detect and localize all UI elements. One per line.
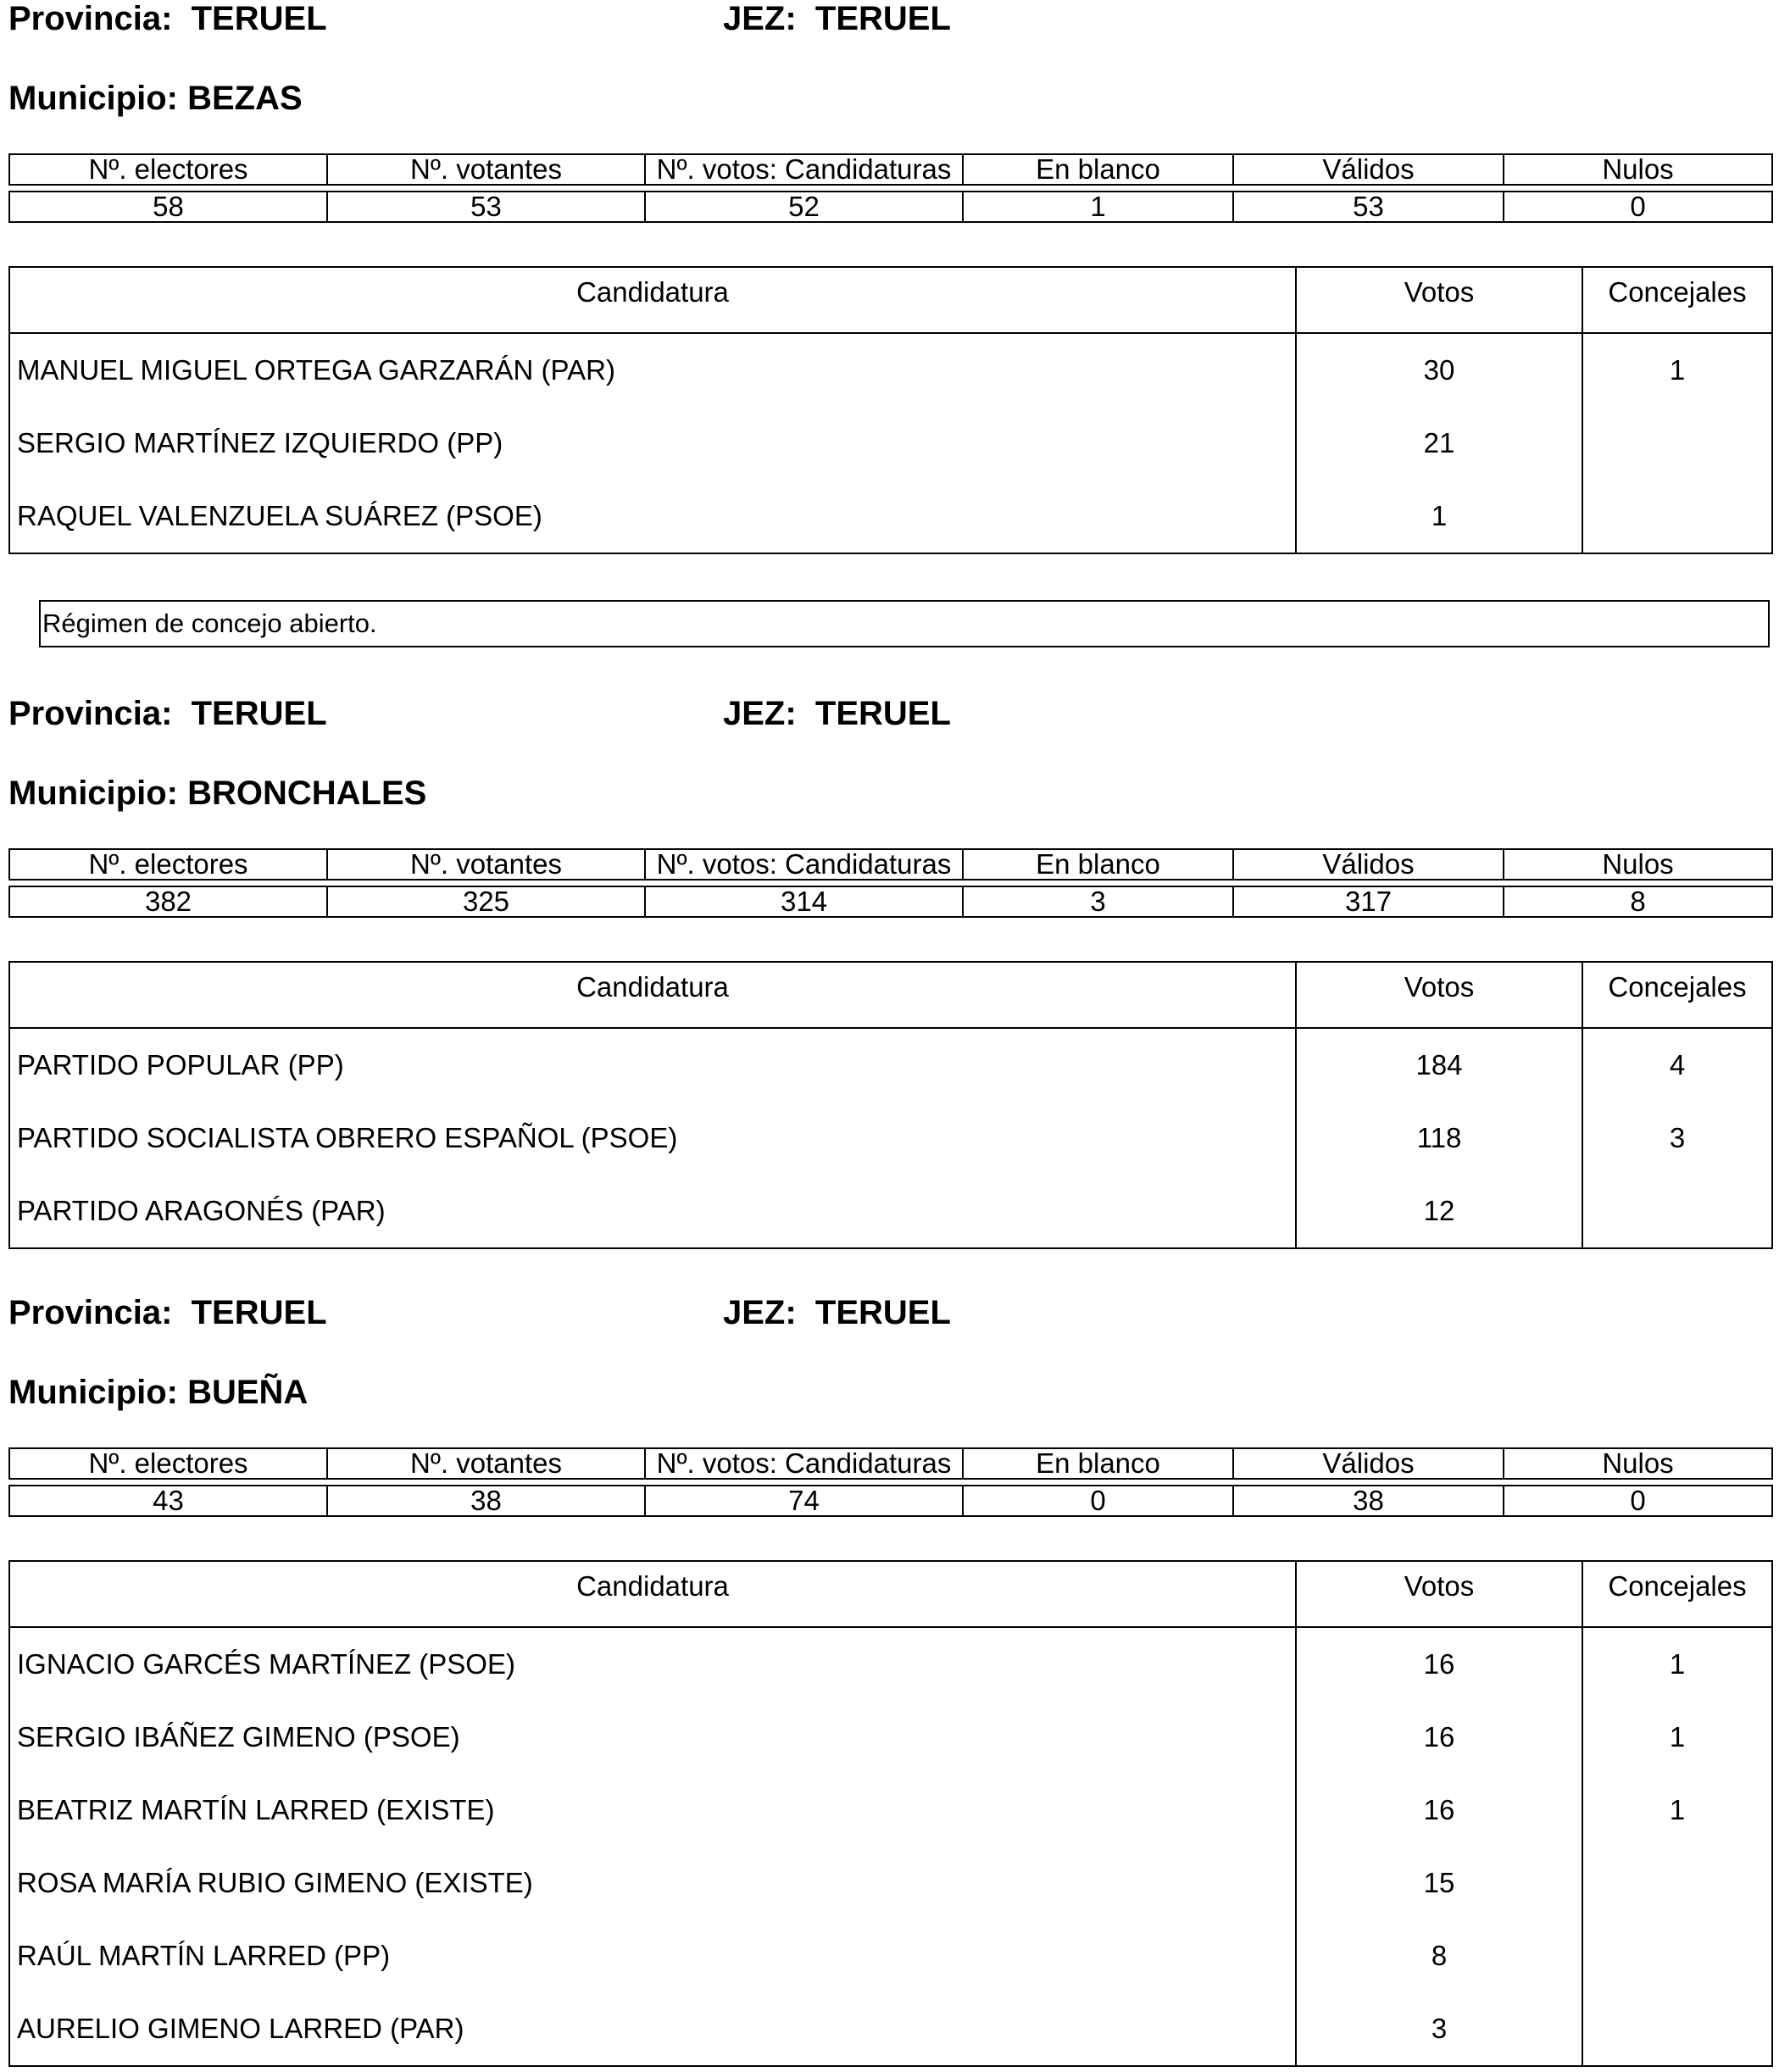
candidate-name: RAÚL MARTÍN LARRED (PP) [17,1940,391,1971]
regime-note: Régimen de concejo abierto. [39,600,1770,647]
stat-electores: 43 [9,1486,327,1516]
stat-validos: 38 [1233,1486,1504,1516]
table-row [9,407,1772,480]
candidates-header-row [9,267,1772,333]
candidate-name: BEATRIZ MARTÍN LARRED (EXISTE) [17,1794,495,1825]
stat-header: Nº. votos: Candidaturas [645,849,963,880]
stat-nulos: 8 [1504,886,1772,917]
candidate-votes: 1 [1296,480,1582,553]
col-concejales: Concejales [1582,962,1772,1028]
stat-header: Nulos [1504,154,1772,185]
stat-votos-candidaturas: 74 [645,1486,963,1516]
candidates-header-row [9,962,1772,1028]
col-votos: Votos [1296,962,1582,1028]
stats-value-row [9,1486,1772,1516]
candidate-name: PARTIDO SOCIALISTA OBRERO ESPAÑOL (PSOE) [17,1122,678,1153]
candidate-votes: 8 [1296,1919,1582,1992]
col-votos: Votos [1296,267,1582,333]
stat-header: Nulos [1504,849,1772,880]
stat-header: Válidos [1233,154,1504,185]
stats-table [8,1447,1773,1517]
table-row [9,1919,1772,1992]
candidates-table [8,266,1773,554]
stat-header: Nº. votos: Candidaturas [645,154,963,185]
candidate-concejales [1582,1919,1772,1992]
table-row [9,1701,1772,1774]
stat-header: Válidos [1233,1448,1504,1479]
municipio-title: Municipio: BEZAS [8,80,303,117]
candidate-name: MANUEL MIGUEL ORTEGA GARZARÁN (PAR) [17,354,615,386]
candidate-name: PARTIDO POPULAR (PP) [17,1049,344,1080]
candidate-name: ROSA MARÍA RUBIO GIMENO (EXISTE) [17,1867,533,1898]
candidate-concejales [1582,1175,1772,1248]
provincia-label: Provincia: TERUEL [8,695,327,732]
stat-votantes: 53 [327,192,645,222]
stat-votantes: 325 [327,886,645,917]
candidate-votes: 16 [1296,1627,1582,1701]
candidate-concejales: 3 [1669,1122,1686,1153]
col-votos: Votos [1296,1561,1582,1627]
stat-header: En blanco [963,1448,1233,1479]
candidate-concejales: 1 [1669,354,1686,386]
col-concejales: Concejales [1582,267,1772,333]
candidate-votes: 3 [1296,1992,1582,2066]
table-row [9,1627,1772,1701]
provincia-label: Provincia: TERUEL [8,0,327,37]
stat-nulos: 0 [1504,1486,1772,1516]
candidate-votes: 16 [1296,1701,1582,1774]
stat-electores: 382 [9,886,327,917]
stat-header: Nº. votantes [327,154,645,185]
candidates-header-row [9,1561,1772,1627]
header-line [8,0,1771,41]
jez-label: JEZ: TERUEL [723,695,951,732]
candidate-votes: 16 [1296,1774,1582,1847]
table-row [9,1028,1772,1102]
stat-en-blanco: 0 [963,1486,1233,1516]
table-row [9,333,1772,407]
stat-electores: 58 [9,192,327,222]
municipio-title: Municipio: BRONCHALES [8,775,427,812]
candidate-concejales [1582,407,1772,480]
candidate-concejales: 1 [1669,1794,1686,1825]
candidates-table [8,1560,1773,2067]
stat-header: Nº. votantes [327,849,645,880]
stat-header: Válidos [1233,849,1504,880]
candidate-votes: 118 [1296,1102,1582,1175]
table-row [9,1102,1772,1175]
col-candidatura: Candidatura [9,962,1296,1028]
stats-value-row [9,886,1772,917]
candidate-concejales [1582,480,1772,553]
candidate-name: AURELIO GIMENO LARRED (PAR) [17,2013,464,2044]
candidate-votes: 21 [1296,407,1582,480]
candidate-votes: 184 [1296,1028,1582,1102]
stats-header-row [9,154,1772,185]
table-row [9,1774,1772,1847]
candidates-table [8,961,1773,1249]
stat-votos-candidaturas: 314 [645,886,963,917]
stats-table [8,848,1773,918]
candidate-votes: 30 [1296,333,1582,407]
jez-label: JEZ: TERUEL [723,1294,951,1331]
stat-header: En blanco [963,154,1233,185]
municipio-title: Municipio: BUEÑA [8,1374,309,1411]
header-line [8,695,1771,736]
candidate-concejales [1582,1992,1772,2066]
stat-header: Nº. votantes [327,1448,645,1479]
table-row [9,1175,1772,1248]
candidate-name: SERGIO IBÁÑEZ GIMENO (PSOE) [17,1721,460,1753]
table-row [9,480,1772,553]
stat-header: Nº. electores [9,849,327,880]
stat-header: Nulos [1504,1448,1772,1479]
stat-votantes: 38 [327,1486,645,1516]
stat-en-blanco: 1 [963,192,1233,222]
candidate-name: PARTIDO ARAGONÉS (PAR) [17,1195,386,1226]
header-line [8,1294,1771,1335]
candidate-name: SERGIO MARTÍNEZ IZQUIERDO (PP) [17,427,503,458]
col-candidatura: Candidatura [9,267,1296,333]
stat-votos-candidaturas: 52 [645,192,963,222]
stat-en-blanco: 3 [963,886,1233,917]
table-row [9,1992,1772,2066]
candidate-concejales [1582,1847,1772,1919]
candidate-votes: 12 [1296,1175,1582,1248]
col-concejales: Concejales [1582,1561,1772,1627]
candidate-name: IGNACIO GARCÉS MARTÍNEZ (PSOE) [17,1648,515,1680]
stat-nulos: 0 [1504,192,1772,222]
col-candidatura: Candidatura [9,1561,1296,1627]
candidate-concejales: 1 [1669,1721,1686,1753]
stat-validos: 317 [1233,886,1504,917]
candidate-concejales: 4 [1669,1049,1686,1080]
stat-header: Nº. votos: Candidaturas [645,1448,963,1479]
stat-validos: 53 [1233,192,1504,222]
candidate-concejales: 1 [1669,1648,1686,1680]
stats-header-row [9,1448,1772,1479]
stats-table [8,153,1773,223]
jez-label: JEZ: TERUEL [723,0,951,37]
stat-header: Nº. electores [9,1448,327,1479]
candidate-votes: 15 [1296,1847,1582,1919]
stat-header: En blanco [963,849,1233,880]
stats-value-row [9,192,1772,222]
candidate-name: RAQUEL VALENZUELA SUÁREZ (PSOE) [17,500,542,531]
provincia-label: Provincia: TERUEL [8,1294,327,1331]
stats-header-row [9,849,1772,880]
stat-header: Nº. electores [9,154,327,185]
table-row [9,1847,1772,1919]
